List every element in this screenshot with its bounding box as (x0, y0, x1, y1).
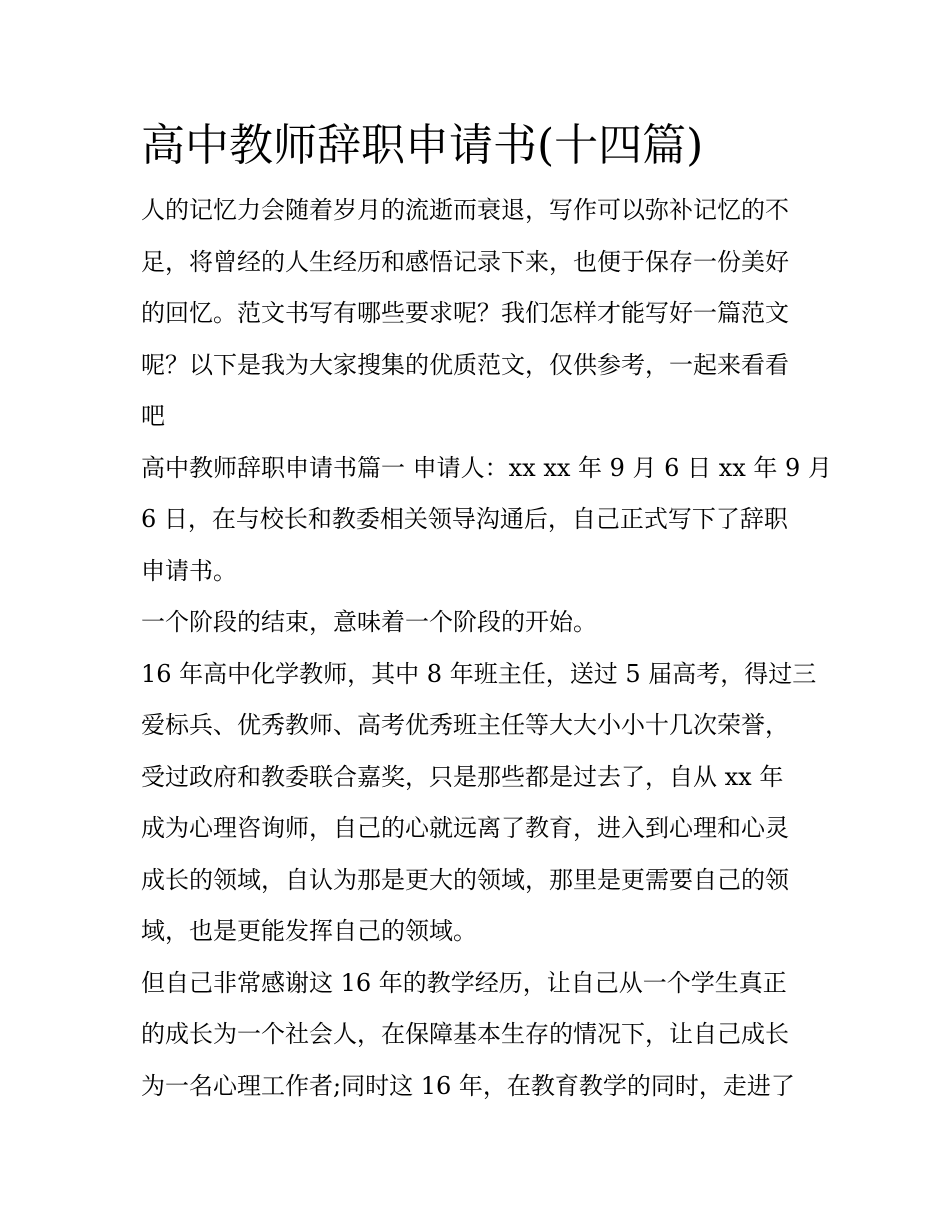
text-line: 足，将曾经的人生经历和感悟记录下来，也便于保存一份美好 (141, 247, 789, 276)
text-line: 为一名心理工作者;同时这 16 年，在教育教学的同时，走进了 (141, 1071, 795, 1100)
text-line: 受过政府和教委联合嘉奖，只是那些都是过去了，自从 xx 年 (141, 762, 784, 791)
text-line: 一个阶段的结束，意味着一个阶段的开始。 (141, 608, 597, 636)
text-line: 人的记忆力会随着岁月的流逝而衰退，写作可以弥补记忆的不 (141, 196, 789, 224)
text-line: 成为心理咨询师，自己的心就远离了教育，进入到心理和心灵 (141, 814, 789, 842)
paragraph (141, 958, 813, 1113)
paragraph (141, 597, 813, 649)
text-line: 域，也是更能发挥自己的领域。 (141, 917, 477, 945)
text-line: 吧 (141, 402, 165, 430)
text-line: 的回忆。范文书写有哪些要求呢？我们怎样才能写好一篇范文 (141, 299, 789, 327)
paragraph (141, 649, 817, 958)
text-line: 16 年高中化学教师，其中 8 年班主任，送过 5 届高考，得过三 (141, 659, 817, 688)
text-line: 爱标兵、优秀教师、高考优秀班主任等大大小小十几次荣誉， (141, 711, 789, 739)
document-title: 高中教师辞职申请书(十四篇) (141, 120, 704, 171)
paragraph-list (141, 185, 832, 1112)
document-body (141, 115, 832, 1112)
paragraph (141, 185, 813, 443)
text-line: 申请书。 (141, 556, 237, 585)
text-line: 6 日，在与校长和教委相关领导沟通后，自己正式写下了辞职 (141, 505, 788, 533)
text-line: 的成长为一个社会人，在保障基本生存的情况下，让自己成长 (141, 1020, 789, 1048)
text-line: 高中教师辞职申请书篇一 申请人：xx xx 年 9 月 6 日 xx 年 9 月 (141, 453, 832, 482)
paragraph (141, 443, 832, 598)
text-line: 成长的领域，自认为那是更大的领域，那里是更需要自己的领 (141, 865, 789, 894)
text-line: 呢？以下是我为大家搜集的优质范文，仅供参考，一起来看看 (141, 350, 789, 379)
text-line: 但自己非常感谢这 16 年的教学经历，让自己从一个学生真正 (141, 968, 787, 997)
